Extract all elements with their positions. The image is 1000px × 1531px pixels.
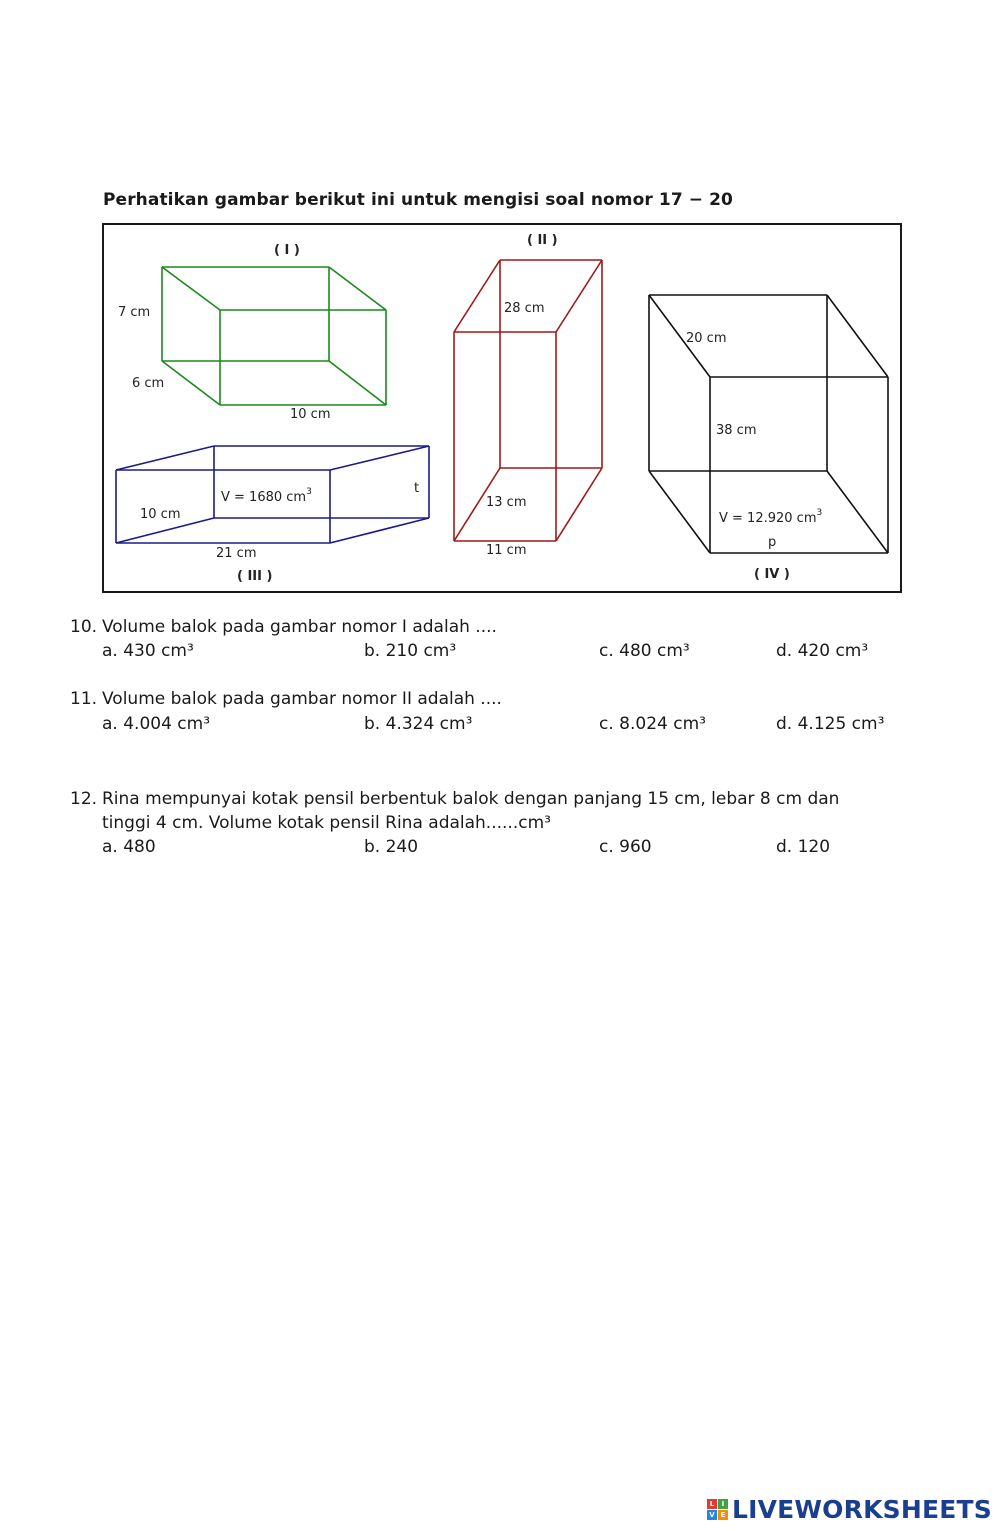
fig4-title: ( IV ) [754,567,790,582]
fig1-title: ( I ) [274,243,300,258]
fig4-volume-label [719,508,822,526]
fig3-length-label: 21 cm [216,546,257,561]
figure-panel [102,223,902,593]
question-text-line-2: tinggi 4 cm. Volume kotak pensil Rina adalah......cm³ [102,813,551,833]
question-number: 12. [70,789,98,809]
fig4-volume-text: V = 12.920 cm [719,511,817,526]
fig1-length-label: 10 cm [290,407,331,422]
instruction-heading: Perhatikan gambar berikut ini untuk mengisi soal nomor 17 − 20 [103,190,733,210]
fig2-title: ( II ) [527,233,558,248]
option-c[interactable]: c. 480 cm³ [599,641,690,661]
option-a[interactable]: a. 4.004 cm³ [102,714,211,734]
logo-letter-v: V [707,1510,717,1520]
fig3-height-label: t [414,481,420,496]
option-c[interactable]: c. 8.024 cm³ [599,714,706,734]
logo-letter-i: I [718,1499,728,1509]
fig1-height-label: 7 cm [118,305,151,320]
fig2-length-label: 11 cm [486,543,527,558]
fig4-length-label: p [768,535,777,550]
cuboid-figure-1 [162,267,386,405]
option-c[interactable]: c. 960 [599,837,652,857]
cuboid-figures [104,225,900,591]
fig3-volume-exp: 3 [306,487,312,497]
question-number: 11. [70,689,98,709]
fig3-volume-text: V = 1680 cm [221,490,307,505]
question-text-line-1: Rina mempunyai kotak pensil berbentuk balok dengan panjang 15 cm, lebar 8 cm dan [102,789,840,809]
option-a[interactable]: a. 430 cm³ [102,641,194,661]
logo-letter-e: E [718,1510,728,1520]
fig3-width-label: 10 cm [140,507,181,522]
logo-icon [707,1499,728,1520]
option-d[interactable]: d. 120 [776,837,831,857]
fig1-width-label: 6 cm [132,376,165,391]
option-a[interactable]: a. 480 [102,837,156,857]
fig2-width-label: 13 cm [486,495,527,510]
question-text: Volume balok pada gambar nomor I adalah .... [102,617,497,637]
fig4-volume-exp: 3 [816,508,823,518]
question-number: 10. [70,617,98,637]
option-b[interactable]: b. 210 cm³ [364,641,457,661]
option-d[interactable]: d. 4.125 cm³ [776,714,885,734]
option-d[interactable]: d. 420 cm³ [776,641,869,661]
logo-text: LIVEWORKSHEETS [731,1494,992,1524]
liveworksheets-logo[interactable] [707,1495,992,1523]
logo-letter-l: L [707,1499,717,1509]
option-b[interactable]: b. 4.324 cm³ [364,714,473,734]
fig4-height-label: 38 cm [716,423,757,438]
question-text: Volume balok pada gambar nomor II adalah .... [102,689,502,709]
option-b[interactable]: b. 240 [364,837,419,857]
fig3-title: ( III ) [237,569,273,584]
fig3-volume-label [221,487,312,505]
fig4-width-label: 20 cm [686,331,727,346]
fig2-height-label: 28 cm [504,301,545,316]
